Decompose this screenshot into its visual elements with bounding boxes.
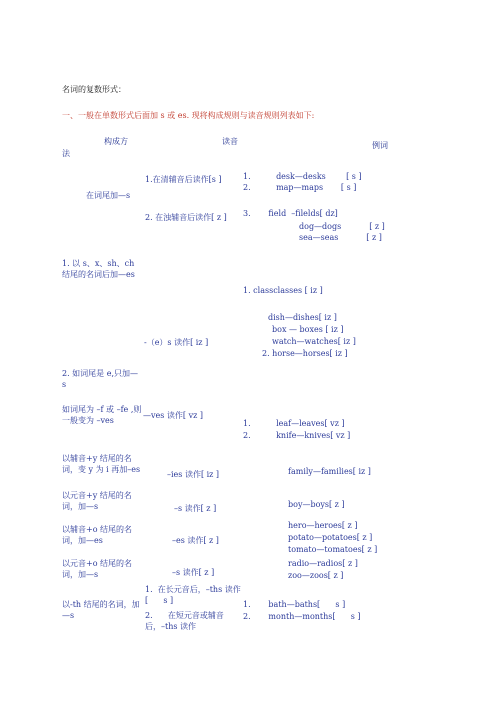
row5-pronunciation: –s 读作[ z ] [174,504,217,513]
row2-example-2: dish—dishes[ iz ] [268,313,337,322]
row3-pronunciation: —ves 读作[ vz ] [143,411,203,420]
header-pronunciation: 读音 [222,137,238,146]
row1-method: 在词尾加—s [86,191,131,200]
row7-method: 以元音+o 结尾的名词，加—s [62,559,133,579]
row1-pron-1: 1.在清辅音后读作[s ] [145,175,222,184]
row8-example-2: 2. month—months[ s ] [243,612,361,621]
row8-method: 以-th 结尾的名词，加—s [62,600,140,620]
row1-example-4: dog—dogs [ z ] [299,222,385,231]
row1-example-5: sea—seas [ z ] [299,233,382,242]
row6-pronunciation: –es 读作[ z ] [172,536,219,545]
row7-pronunciation: –s 读作[ z ] [172,568,215,577]
row2-example-4: watch—watches[ iz ] [272,337,356,346]
row3-method-1: 2. 如词尾是 e,只加—s [62,369,138,389]
row7-example-1: radio—radios[ z ] [288,559,358,568]
row1-pron-2: 2. 在浊辅音后读作[ z ] [145,213,227,222]
row8-pron-1: 1. 在长元音后，–ths 读作[ s ] [145,585,241,605]
row7-example-2: zoo—zoos[ z ] [288,571,344,580]
row1-example-2: 2. map—maps [ s ] [243,183,357,192]
row4-method: 以辅音+y 结尾的名词，变 y 为 i 再加–es [62,454,141,474]
header-method-1: 构成方 [104,137,128,146]
row2-example-5: 2. horse—horses[ iz ] [262,349,348,358]
header-method-2: 法 [62,149,70,158]
row5-example: boy—boys[ z ] [288,500,345,509]
intro-text: 一、一般在单数形式后面加 s 或 es. 现将构成规则与读音规则列表如下: [62,111,315,120]
row1-example-3: 3. field –filelds[ dz] [243,209,338,218]
row6-example-3: tomato—tomatoes[ z ] [288,545,378,554]
row4-pronunciation: –ies 读作[ iz ] [167,470,220,479]
row3-example-2: 2. knife—knives[ vz ] [243,431,351,440]
row2-example-3: box — boxes [ iz ] [272,325,344,334]
row8-pron-2: 2. 在短元音或辅音后，–ths 读作 [145,611,224,631]
row8-example-1: 1. bath—baths[ s ] [243,600,346,609]
row2-example-1: 1. classclasses [ iz ] [243,286,323,295]
row3-example-1: 1. leaf—leaves[ vz ] [243,419,345,428]
row6-method: 以辅音+o 结尾的名词，加—es [62,525,133,545]
row2-pronunciation: -（e）s 读作[ iz ] [144,338,209,347]
row1-example-1: 1. desk—desks [ s ] [243,172,362,181]
row5-method: 以元音+y 结尾的名词，加—s [62,491,132,511]
row4-example: family—families[ iz ] [288,467,371,476]
row3-method-2: 如词尾为 –f 或 –fe ,则一般变为 –ves [62,405,142,425]
page-title: 名词的复数形式： [62,85,126,94]
row6-example-1: hero—heroes[ z ] [288,521,358,530]
row6-example-2: potato—potatoes[ z ] [288,533,373,542]
header-examples: 例词 [372,141,388,150]
row2-method: 1. 以 s、x、sh、ch 结尾的名词后加—es [62,259,135,279]
